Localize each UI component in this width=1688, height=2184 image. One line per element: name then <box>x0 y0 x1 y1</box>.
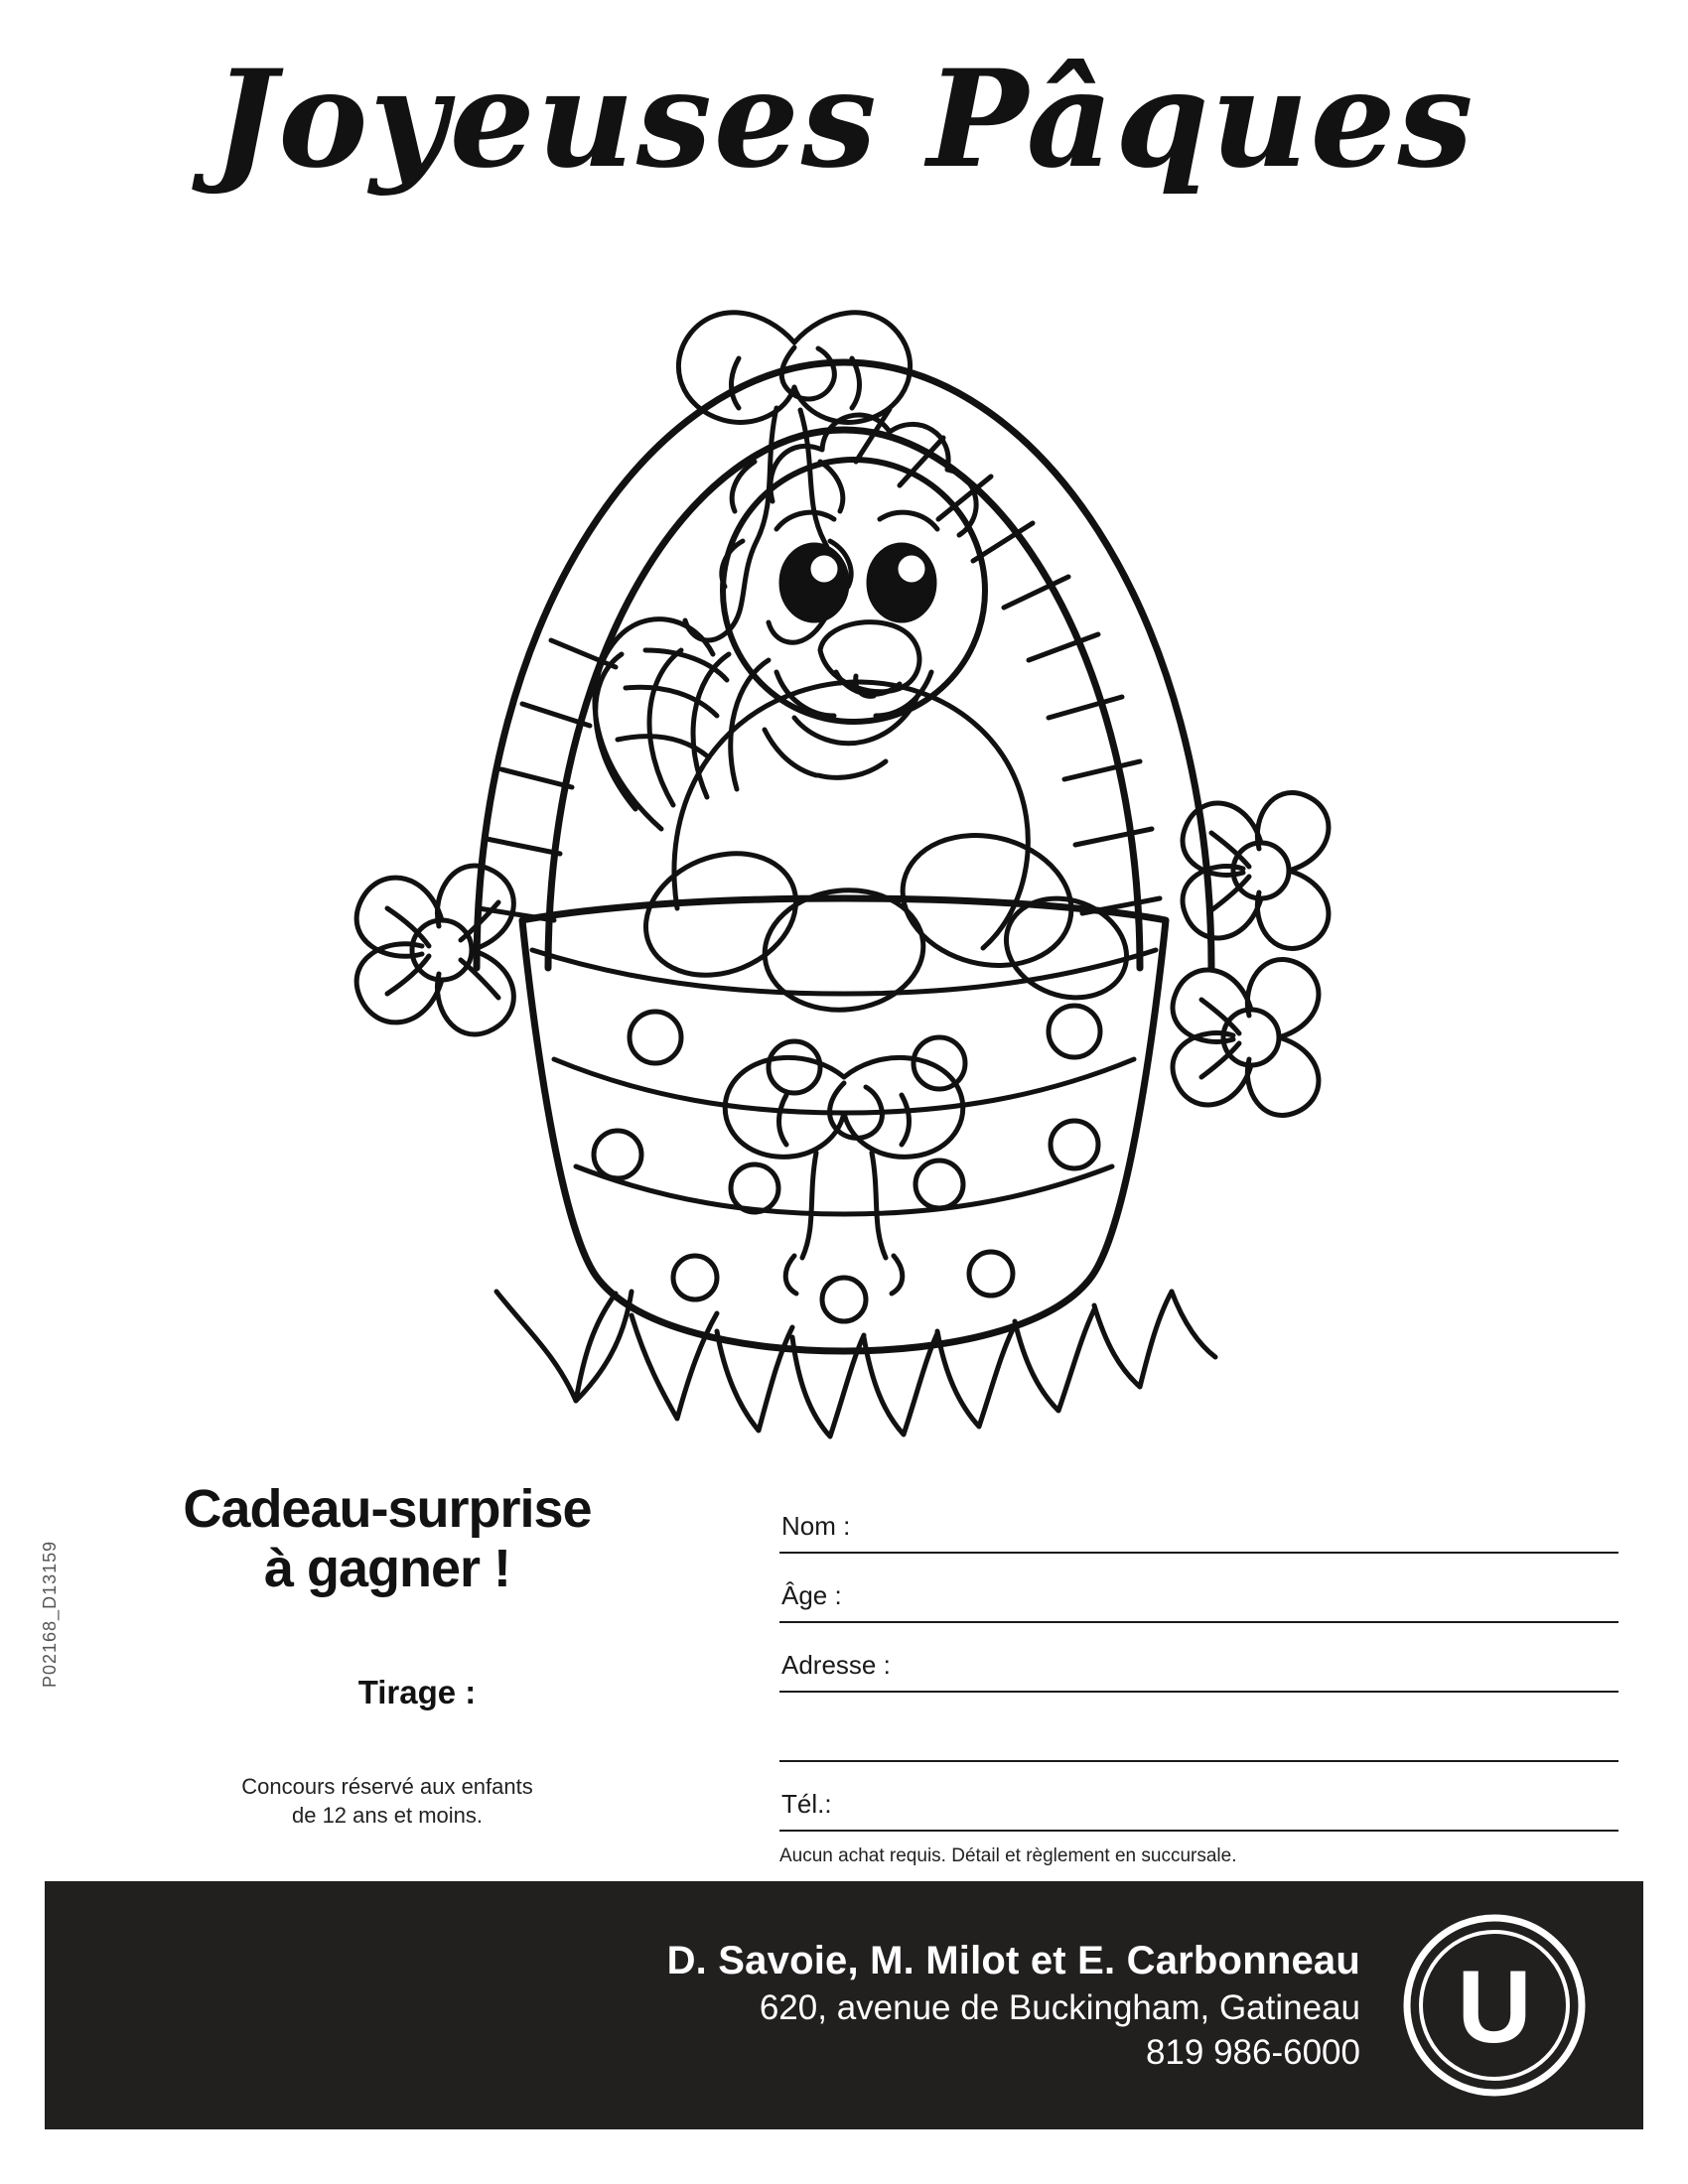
form-field-tel[interactable] <box>779 1762 1618 1832</box>
form-label-age: Âge : <box>781 1580 842 1610</box>
print-reference-code: P02168_D13159 <box>40 1540 60 1688</box>
footer-address: 620, avenue de Buckingham, Gatineau <box>759 1987 1360 2027</box>
page-title: Joyeuses Pâques <box>212 40 1476 198</box>
contest-rules-line2: de 12 ans et moins. <box>291 1802 483 1828</box>
uniprix-u-logo <box>1400 1911 1589 2100</box>
form-field-adresse-line2[interactable] <box>779 1693 1618 1762</box>
svg-text:U: U <box>1457 1950 1532 2065</box>
form-label-adresse: Adresse : <box>781 1650 891 1680</box>
promo-headline-line1: Cadeau-surprise <box>183 1479 592 1539</box>
form-field-adresse[interactable] <box>779 1623 1618 1693</box>
form-label-nom: Nom : <box>781 1511 851 1541</box>
footer-contact-info <box>45 1936 1400 2076</box>
form-field-age[interactable] <box>779 1554 1618 1623</box>
form-disclaimer: Aucun achat requis. Détail et règlement en succursale. <box>779 1845 1237 1866</box>
footer-phone: 819 986-6000 <box>1145 2033 1360 2072</box>
footer-band <box>45 1881 1643 2129</box>
entry-form <box>779 1484 1618 1867</box>
footer-business-name: D. Savoie, M. Milot et E. Carbonneau <box>666 1938 1360 1982</box>
contest-rules-line1: Concours réservé aux enfants <box>241 1773 533 1799</box>
form-field-nom[interactable] <box>779 1484 1618 1554</box>
easter-basket-illustration <box>328 213 1360 1454</box>
form-label-tel: Tél.: <box>781 1789 832 1819</box>
tirage-label: Tirage : <box>357 1673 477 1710</box>
promo-headline <box>109 1479 665 1599</box>
promo-headline-line2: à gagner ! <box>263 1539 511 1599</box>
contest-rules <box>109 1773 665 1830</box>
promo-block <box>109 1479 665 1830</box>
